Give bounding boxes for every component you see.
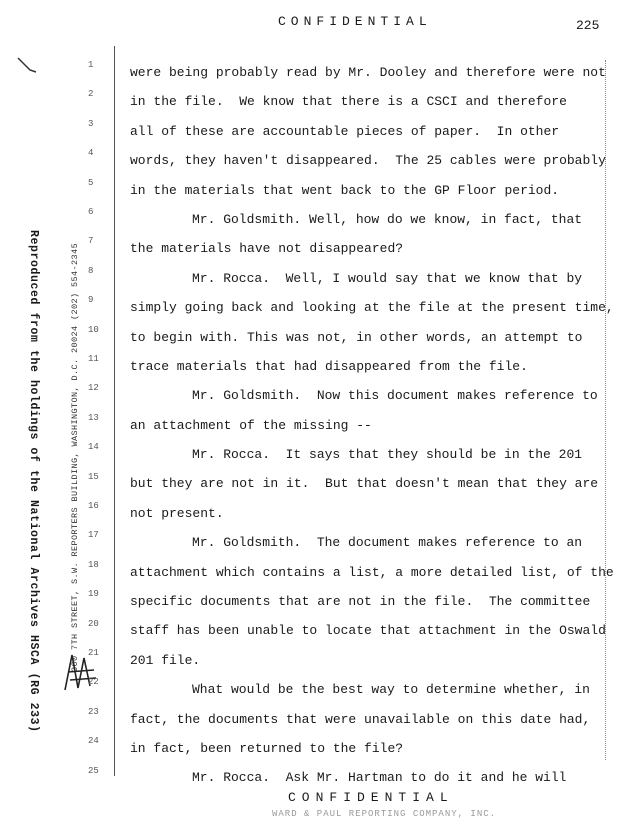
transcript-line: not present. — [130, 505, 224, 521]
line-number: 23 — [88, 706, 99, 717]
transcript-line: attachment which contains a list, a more detailed list, of the — [130, 564, 614, 580]
line-number: 9 — [88, 295, 94, 306]
transcript-line: were being probably read by Mr. Dooley and therefore were not — [130, 65, 606, 80]
line-number: 1 — [88, 60, 94, 70]
transcript-line: Mr. Goldsmith. Well, how do we know, in fact, that — [192, 211, 583, 227]
line-number: 7 — [88, 236, 94, 247]
line-number: 22 — [88, 677, 99, 688]
line-number: 19 — [88, 589, 99, 600]
transcript-line: all of these are accountable pieces of paper. In other — [130, 123, 560, 139]
line-number: 3 — [88, 118, 94, 129]
line-number: 8 — [88, 265, 94, 276]
transcript-line: trace materials that had disappeared from the file. — [130, 358, 528, 374]
transcript-line: Mr. Rocca. Well, I would say that we know that by — [192, 270, 583, 286]
left-margin-rule — [114, 46, 115, 776]
transcript-line: the materials have not disappeared? — [130, 241, 404, 257]
line-number: 21 — [88, 648, 99, 658]
line-number: 15 — [88, 471, 99, 482]
transcript-line: staff has been unable to locate that attachment in the Oswald — [130, 623, 606, 639]
line-number: 20 — [88, 618, 99, 629]
transcript-line: Mr. Goldsmith. Now this document makes reference to — [192, 388, 598, 404]
line-number: 14 — [88, 442, 99, 453]
line-number: 6 — [88, 207, 94, 217]
transcript-line: an attachment of the missing -- — [130, 417, 372, 433]
transcript-line: Mr. Goldsmith. The document makes reference to an — [192, 535, 583, 551]
line-number: 13 — [88, 412, 99, 423]
line-number: 12 — [88, 383, 99, 394]
transcript-line: What would be the best way to determine whether, in — [192, 682, 590, 698]
line-number: 25 — [88, 765, 99, 776]
line-number: 4 — [88, 148, 94, 159]
transcript-line: to begin with. This was not, in other words, an attempt to — [130, 329, 583, 345]
line-number: 11 — [88, 354, 99, 364]
archive-reproduction-note: Reproduced from the holdings of the National Archives HSCA (RG 233) — [27, 230, 40, 733]
transcript-line: in fact, been returned to the file? — [130, 740, 404, 756]
footer-confidential: CONFIDENTIAL — [288, 790, 454, 805]
transcript-line: fact, the documents that were unavailable on this date had, — [130, 711, 591, 727]
transcript-line: Mr. Rocca. It says that they should be in the 201 — [192, 447, 583, 463]
line-number: 5 — [88, 177, 94, 188]
header-confidential: CONFIDENTIAL — [278, 14, 432, 29]
line-number: 2 — [88, 89, 94, 100]
page-number: 225 — [576, 18, 600, 33]
transcript-body — [130, 62, 614, 797]
pen-mark — [16, 56, 38, 78]
reporter-address: 300 7TH STREET, S.W. REPORTERS BUILDING, WASHINGTON, D.C. 20024 (202) 554-2345 — [70, 242, 80, 672]
transcript-line: Mr. Rocca. Ask Mr. Hartman to do it and he will — [192, 770, 567, 786]
transcript-line: in the file. We know that there is a CSCI and therefore — [130, 94, 567, 110]
transcript-line: words, they haven't disappeared. The 25 cables were probably — [130, 153, 606, 169]
line-number: 17 — [88, 530, 99, 541]
line-number: 16 — [88, 501, 99, 511]
footer-company: WARD & PAUL REPORTING COMPANY, INC. — [272, 809, 497, 819]
transcript-line: specific documents that are not in the file. The committee — [130, 594, 591, 610]
transcript-line: in the materials that went back to the GP Floor period. — [130, 182, 560, 198]
transcript-line: simply going back and looking at the file at the present time, — [130, 300, 614, 316]
transcript-line: 201 file. — [130, 652, 201, 668]
line-number: 10 — [88, 324, 99, 335]
transcript-line: but they are not in it. But that doesn't mean that they are — [130, 476, 599, 492]
line-number: 18 — [88, 559, 99, 570]
line-number: 24 — [88, 736, 99, 747]
